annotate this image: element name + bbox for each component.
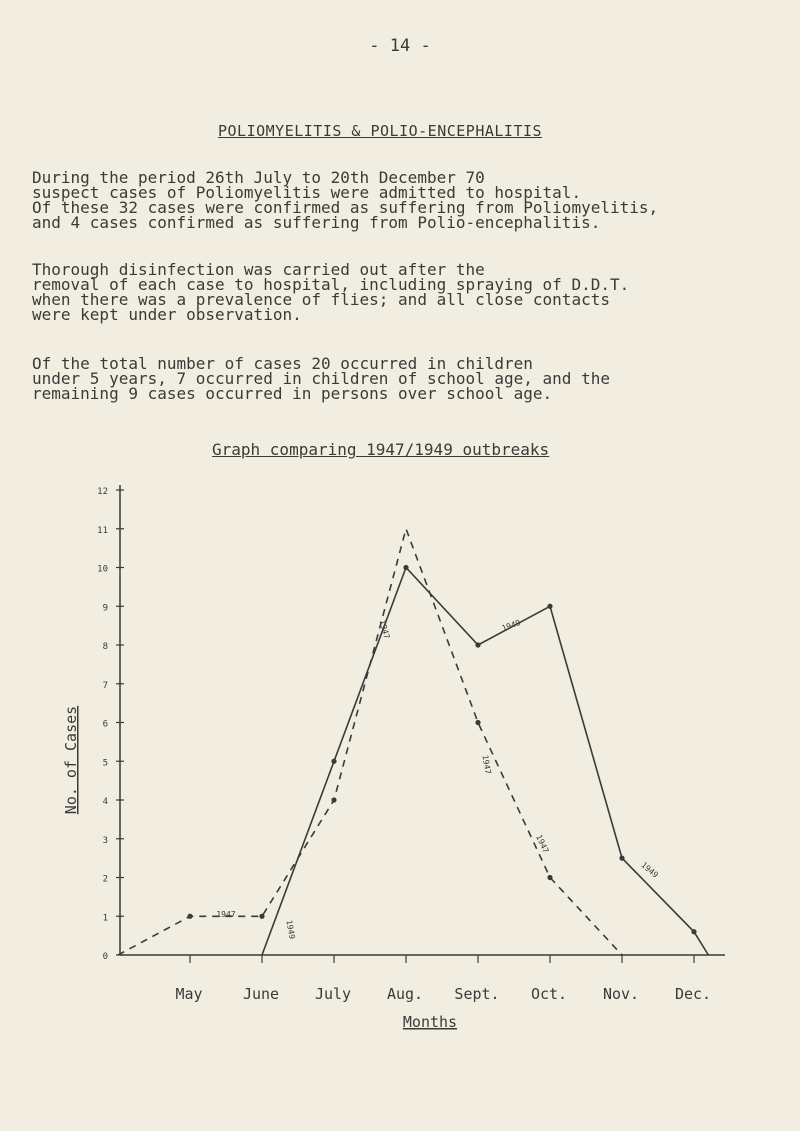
data-point-1949 xyxy=(619,856,624,861)
x-tick-label: June xyxy=(242,985,280,1003)
data-point-1947 xyxy=(331,797,336,802)
x-tick-label: Nov. xyxy=(602,985,640,1003)
data-point-1949 xyxy=(403,565,408,570)
y-tick-label: 0 xyxy=(102,952,108,962)
page-number: - 14 - xyxy=(369,36,431,56)
series-annotation: 1947 xyxy=(534,833,551,855)
series-line-1947 xyxy=(118,529,622,955)
y-tick-label: 1 xyxy=(102,913,108,924)
x-tick-label: July xyxy=(314,985,352,1003)
x-tick-label: Sept. xyxy=(454,985,500,1003)
y-tick-label: 5 xyxy=(102,758,108,769)
y-axis-title: No. of Cases xyxy=(62,705,80,815)
paragraph-cases: During the period 26th July to 20th December 70 suspect cases of Poliomyelitis were admitted to hospital. Of these 32 cases were confirmed as suffering from Poliomyelitis, and 4 cases confirmed as suffering from Polio-encephalitis. xyxy=(32,168,659,232)
y-tick-label: 3 xyxy=(102,835,108,846)
x-axis-title: Months xyxy=(402,1013,458,1031)
section-title: POLIOMYELITIS & POLIO-ENCEPHALITIS xyxy=(218,122,543,140)
data-point-1949 xyxy=(475,642,480,647)
series-annotation: 1949 xyxy=(284,919,297,940)
paragraph-disinfection: Thorough disinfection was carried out after the removal of each case to hospital, including spraying of D.D.T. when there was a prevalence of flies; and all close contacts were kept under observation. xyxy=(32,260,630,324)
x-tick-label: Dec. xyxy=(674,985,712,1003)
x-tick-label: Oct. xyxy=(530,985,568,1003)
data-point-1949 xyxy=(547,604,552,609)
data-point-1949 xyxy=(691,929,696,934)
graph-title: Graph comparing 1947/1949 outbreaks xyxy=(212,440,550,459)
series-annotation: 1947 xyxy=(216,910,236,919)
y-tick-label: 7 xyxy=(102,680,108,691)
series-annotation: 1947 xyxy=(377,618,392,640)
data-point-1947 xyxy=(187,914,192,919)
paragraph-age-groups: Of the total number of cases 20 occurred in children under 5 years, 7 occurred in children of school age, and the remaining 9 cases occurred in persons over school age. xyxy=(32,354,610,403)
y-tick-label: 8 xyxy=(102,642,108,652)
y-tick-label: 2 xyxy=(102,874,108,885)
y-tick-label: 4 xyxy=(102,797,108,807)
data-point-1947 xyxy=(259,914,264,919)
series-annotation: 1947 xyxy=(480,754,493,775)
y-tick-label: 10 xyxy=(97,564,108,575)
series-annotation: 1949 xyxy=(639,860,660,880)
y-tick-label: 9 xyxy=(102,603,108,614)
y-tick-label: 6 xyxy=(102,719,108,730)
data-point-1947 xyxy=(475,720,480,725)
y-tick-label: 11 xyxy=(97,525,108,536)
x-tick-label: May xyxy=(175,985,203,1003)
x-tick-label: Aug. xyxy=(386,985,424,1003)
outbreak-chart xyxy=(0,460,800,1060)
series-annotation: 1949 xyxy=(500,618,522,634)
y-tick-label: 12 xyxy=(97,487,108,497)
data-point-1947 xyxy=(547,875,552,880)
data-point-1949 xyxy=(331,759,336,764)
